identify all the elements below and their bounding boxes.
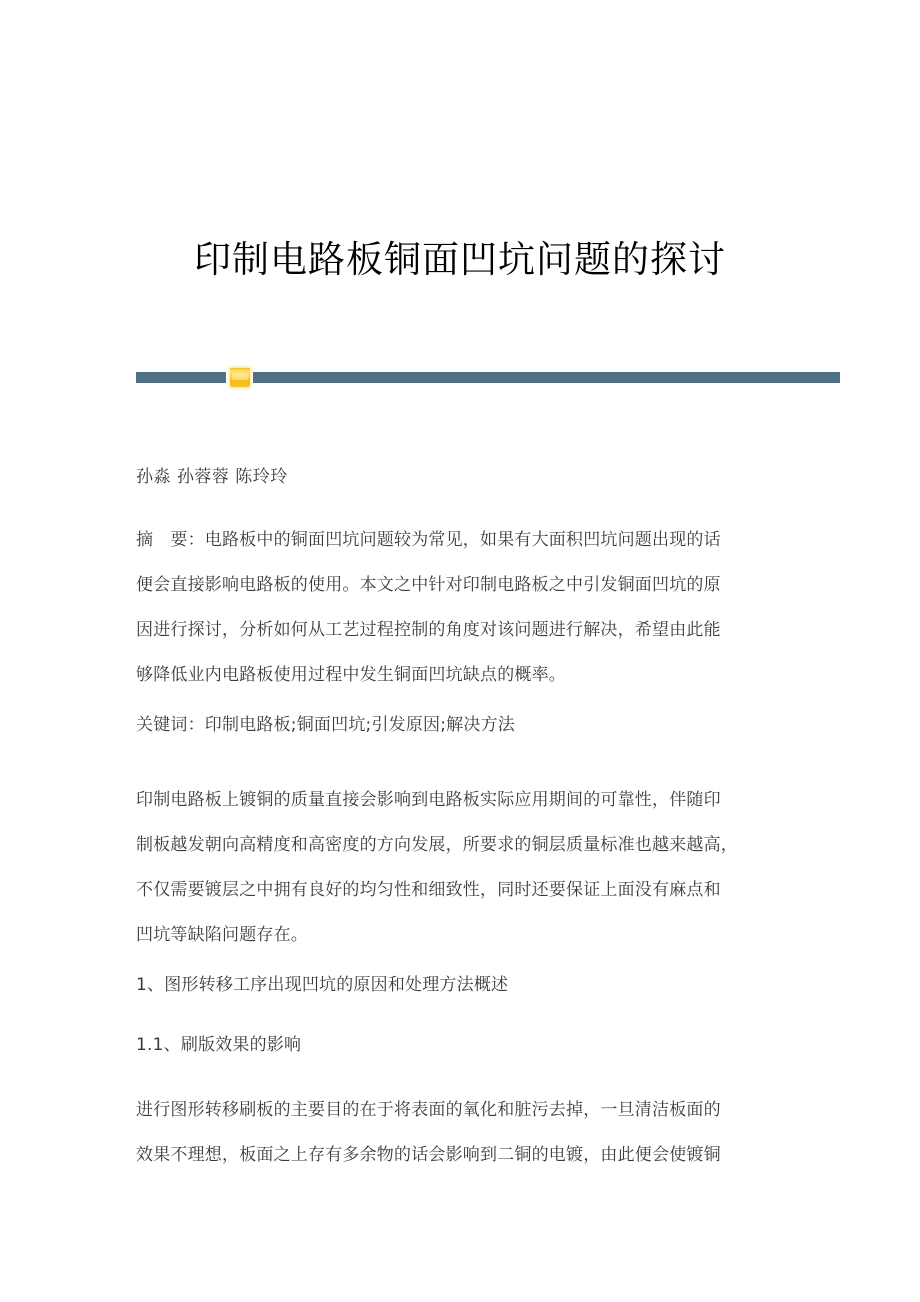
body-paragraph-2 xyxy=(136,1088,796,1178)
page-title: 印制电路板铜面凹坑问题的探讨 xyxy=(194,237,726,281)
text-line: 够降低业内电路板使用过程中发生铜面凹坑缺点的概率。 xyxy=(136,665,566,685)
body-paragraph-1 xyxy=(136,778,796,958)
abstract-paragraph xyxy=(136,518,796,698)
decorative-divider xyxy=(136,372,840,383)
section-heading-1 xyxy=(136,963,796,1008)
text-line: 1.1、刷版效果的影响 xyxy=(136,1035,302,1055)
text-line: 便会直接影响电路板的使用。本文之中针对印制电路板之中引发铜面凹坑的原 xyxy=(136,575,721,595)
author-list: 孙淼 孙蓉蓉 陈玲玲 xyxy=(136,467,288,487)
divider-accent-square xyxy=(230,368,250,387)
text-line: 因进行探讨，分析如何从工艺过程控制的角度对该问题进行解决，希望由此能 xyxy=(136,620,721,640)
text-line: 进行图形转移刷板的主要目的在于将表面的氧化和脏污去掉，一旦清洁板面的 xyxy=(136,1100,721,1120)
divider-bar-right xyxy=(253,372,840,383)
text-line: 效果不理想，板面之上存有多余物的话会影响到二铜的电镀，由此便会使镀铜 xyxy=(136,1145,721,1165)
text-line: 印制电路板上镀铜的质量直接会影响到电路板实际应用期间的可靠性，伴随印 xyxy=(136,790,721,810)
text-line: 制板越发朝向高精度和高密度的方向发展，所要求的铜层质量标准也越来越高， xyxy=(136,835,738,855)
text-line: 关键词：印制电路板;铜面凹坑;引发原因;解决方法 xyxy=(136,715,515,735)
text-line: 不仅需要镀层之中拥有良好的均匀性和细致性，同时还要保证上面没有麻点和 xyxy=(136,880,721,900)
divider-bar-left xyxy=(136,372,226,383)
keywords-paragraph xyxy=(136,703,796,748)
text-line: 摘 要：电路板中的铜面凹坑问题较为常见，如果有大面积凹坑问题出现的话 xyxy=(136,530,721,550)
section-heading-1-1 xyxy=(136,1023,796,1068)
text-line: 凹坑等缺陷问题存在。 xyxy=(136,925,308,945)
text-line: 1、图形转移工序出现凹坑的原因和处理方法概述 xyxy=(136,975,509,995)
